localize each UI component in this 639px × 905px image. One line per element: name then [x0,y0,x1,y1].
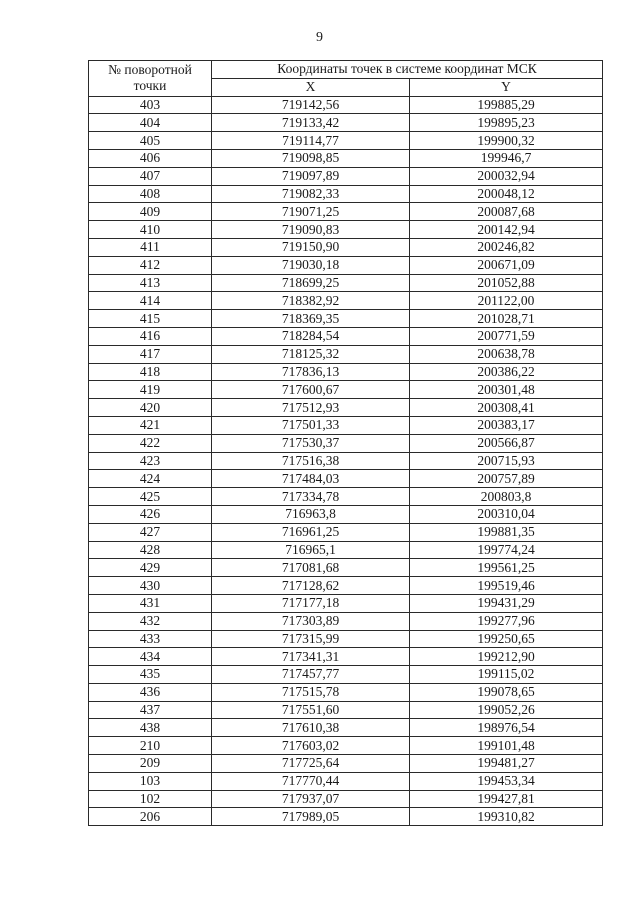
table-row [89,363,603,381]
page-number: 9 [316,30,323,45]
cell-point-number: 407 [89,167,212,185]
cell-x: 716963,8 [212,505,410,523]
cell-point-number: 406 [89,149,212,167]
cell-x: 718369,35 [212,310,410,328]
cell-point-number: 429 [89,559,212,577]
cell-x: 717334,78 [212,488,410,506]
cell-y: 200671,09 [410,256,603,274]
cell-point-number: 415 [89,310,212,328]
table-row [89,203,603,221]
cell-y: 199078,65 [410,683,603,701]
cell-y: 200246,82 [410,238,603,256]
table-row [89,292,603,310]
cell-x: 717515,78 [212,683,410,701]
table-row [89,488,603,506]
cell-point-number: 417 [89,345,212,363]
cell-point-number: 426 [89,505,212,523]
cell-x: 717081,68 [212,559,410,577]
cell-x: 717484,03 [212,470,410,488]
cell-point-number: 435 [89,666,212,684]
cell-x: 717128,62 [212,577,410,595]
cell-point-number: 432 [89,612,212,630]
cell-point-number: 433 [89,630,212,648]
cell-point-number: 408 [89,185,212,203]
cell-x: 716961,25 [212,523,410,541]
table-row [89,132,603,150]
table-row [89,185,603,203]
table-row [89,434,603,452]
cell-point-number: 210 [89,737,212,755]
header-point-number [89,61,212,97]
cell-point-number: 409 [89,203,212,221]
cell-y: 198976,54 [410,719,603,737]
cell-x: 717610,38 [212,719,410,737]
table-row [89,559,603,577]
cell-point-number: 413 [89,274,212,292]
cell-point-number: 428 [89,541,212,559]
cell-y: 199431,29 [410,594,603,612]
cell-x: 716965,1 [212,541,410,559]
cell-point-number: 430 [89,577,212,595]
cell-x: 717530,37 [212,434,410,452]
cell-point-number: 421 [89,416,212,434]
cell-x: 717457,77 [212,666,410,684]
table-row [89,630,603,648]
cell-x: 717315,99 [212,630,410,648]
table-header [89,61,603,97]
table-row [89,719,603,737]
cell-x: 719150,90 [212,238,410,256]
cell-y: 200310,04 [410,505,603,523]
cell-y: 201052,88 [410,274,603,292]
cell-y: 200638,78 [410,345,603,363]
table-row [89,274,603,292]
cell-point-number: 414 [89,292,212,310]
cell-point-number: 436 [89,683,212,701]
cell-point-number: 423 [89,452,212,470]
cell-y: 199895,23 [410,114,603,132]
cell-y: 199481,27 [410,755,603,773]
cell-y: 199519,46 [410,577,603,595]
cell-point-number: 437 [89,701,212,719]
table-row [89,612,603,630]
cell-x: 719133,42 [212,114,410,132]
cell-x: 719097,89 [212,167,410,185]
cell-x: 717341,31 [212,648,410,666]
table-row [89,666,603,684]
cell-y: 199946,7 [410,149,603,167]
table-row [89,648,603,666]
cell-point-number: 420 [89,399,212,417]
header-y: Y [410,78,603,96]
cell-y: 200383,17 [410,416,603,434]
cell-x: 718284,54 [212,327,410,345]
table-row [89,96,603,114]
cell-point-number: 411 [89,238,212,256]
table-row [89,470,603,488]
table-row [89,416,603,434]
cell-y: 200048,12 [410,185,603,203]
cell-x: 718699,25 [212,274,410,292]
cell-y: 201122,00 [410,292,603,310]
table-row [89,452,603,470]
cell-x: 717725,64 [212,755,410,773]
cell-y: 200386,22 [410,363,603,381]
cell-y: 199900,32 [410,132,603,150]
table-row [89,310,603,328]
table-row [89,683,603,701]
cell-x: 717989,05 [212,808,410,826]
cell-x: 719030,18 [212,256,410,274]
cell-x: 719082,33 [212,185,410,203]
table-row [89,594,603,612]
table-row [89,790,603,808]
table-row [89,399,603,417]
cell-point-number: 422 [89,434,212,452]
cell-x: 717177,18 [212,594,410,612]
cell-x: 717512,93 [212,399,410,417]
cell-y: 200301,48 [410,381,603,399]
cell-x: 717603,02 [212,737,410,755]
header-point-number-line1: № поворотной [108,62,192,78]
cell-point-number: 427 [89,523,212,541]
cell-y: 199561,25 [410,559,603,577]
cell-point-number: 403 [89,96,212,114]
cell-point-number: 419 [89,381,212,399]
cell-y: 199885,29 [410,96,603,114]
table-row [89,238,603,256]
cell-y: 199212,90 [410,648,603,666]
cell-point-number: 404 [89,114,212,132]
cell-point-number: 410 [89,221,212,239]
cell-y: 200142,94 [410,221,603,239]
cell-x: 717770,44 [212,772,410,790]
cell-y: 199881,35 [410,523,603,541]
cell-point-number: 424 [89,470,212,488]
cell-x: 718382,92 [212,292,410,310]
table-row [89,327,603,345]
cell-y: 199277,96 [410,612,603,630]
cell-x: 717600,67 [212,381,410,399]
table-row [89,808,603,826]
cell-point-number: 425 [89,488,212,506]
cell-point-number: 416 [89,327,212,345]
cell-x: 717303,89 [212,612,410,630]
cell-y: 200087,68 [410,203,603,221]
cell-point-number: 209 [89,755,212,773]
header-coordinates: Координаты точек в системе координат МСК [212,61,603,79]
cell-y: 199427,81 [410,790,603,808]
cell-y: 200566,87 [410,434,603,452]
cell-y: 199310,82 [410,808,603,826]
table-row [89,755,603,773]
cell-y: 199052,26 [410,701,603,719]
cell-y: 200308,41 [410,399,603,417]
cell-x: 719071,25 [212,203,410,221]
table-row [89,701,603,719]
cell-y: 200771,59 [410,327,603,345]
table-row [89,221,603,239]
cell-point-number: 412 [89,256,212,274]
table-row [89,737,603,755]
cell-y: 199115,02 [410,666,603,684]
cell-point-number: 103 [89,772,212,790]
cell-point-number: 418 [89,363,212,381]
table-row [89,772,603,790]
table-row [89,149,603,167]
header-point-number-line2: точки [133,78,167,94]
table-row [89,114,603,132]
cell-point-number: 405 [89,132,212,150]
table-row [89,577,603,595]
cell-point-number: 431 [89,594,212,612]
cell-y: 199250,65 [410,630,603,648]
table-body [89,96,603,826]
cell-point-number: 438 [89,719,212,737]
table-row [89,345,603,363]
cell-point-number: 434 [89,648,212,666]
cell-x: 719142,56 [212,96,410,114]
cell-y: 200715,93 [410,452,603,470]
cell-y: 200803,8 [410,488,603,506]
cell-y: 199774,24 [410,541,603,559]
cell-y: 200757,89 [410,470,603,488]
table-row [89,381,603,399]
table-row [89,505,603,523]
cell-y: 200032,94 [410,167,603,185]
table-row [89,541,603,559]
cell-point-number: 102 [89,790,212,808]
cell-x: 717937,07 [212,790,410,808]
cell-point-number: 206 [89,808,212,826]
coordinates-table [88,60,603,826]
cell-x: 717551,60 [212,701,410,719]
header-x: X [212,78,410,96]
cell-x: 717516,38 [212,452,410,470]
cell-y: 199101,48 [410,737,603,755]
cell-x: 719114,77 [212,132,410,150]
cell-x: 717836,13 [212,363,410,381]
cell-x: 718125,32 [212,345,410,363]
cell-x: 719090,83 [212,221,410,239]
table-row [89,523,603,541]
table-row [89,256,603,274]
cell-y: 199453,34 [410,772,603,790]
cell-x: 719098,85 [212,149,410,167]
cell-x: 717501,33 [212,416,410,434]
table-row [89,167,603,185]
cell-y: 201028,71 [410,310,603,328]
